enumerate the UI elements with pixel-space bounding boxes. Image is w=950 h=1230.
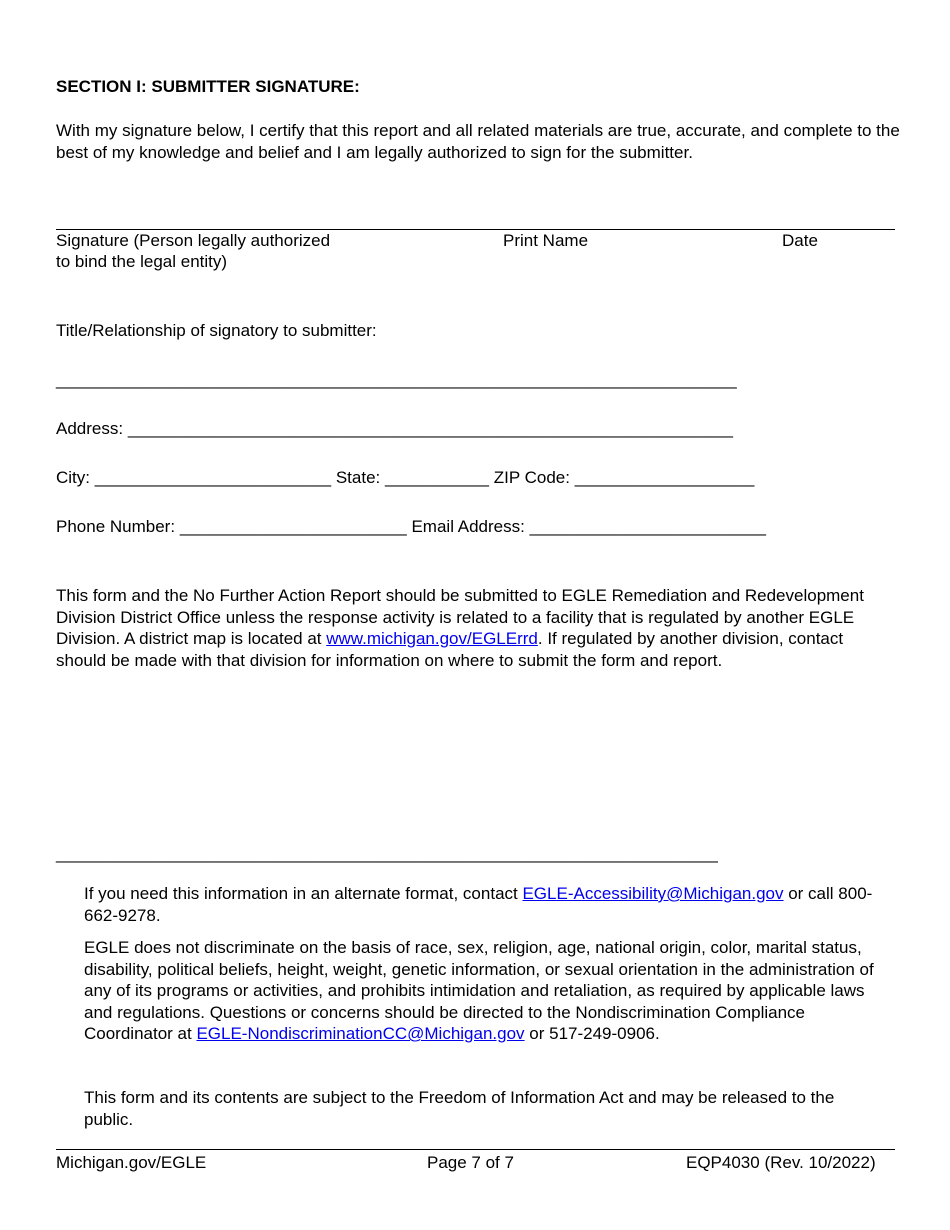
zip-label: ZIP Code: <box>493 468 570 487</box>
email-label: Email Address: <box>411 517 525 536</box>
signature-line[interactable] <box>56 229 895 230</box>
title-field[interactable]: ________________________________________________________________________ <box>56 370 737 389</box>
page-footer-rule <box>56 1149 895 1150</box>
accessibility-email-link[interactable]: EGLE-Accessibility@Michigan.gov <box>522 884 784 903</box>
district-map-link[interactable]: www.michigan.gov/EGLErrd <box>326 629 538 648</box>
city-label: City: <box>56 468 90 487</box>
signature-label <box>56 231 330 272</box>
section-heading: SECTION I: SUBMITTER SIGNATURE: <box>56 77 360 96</box>
state-field[interactable]: ___________ <box>385 468 490 487</box>
city-state-zip-row <box>56 468 754 488</box>
accessibility-text-2: or call 800-662-9278. <box>84 884 873 925</box>
date-label: Date <box>782 231 818 250</box>
accessibility-text-1: If you need this information in an alternate format, contact <box>84 884 523 903</box>
email-field[interactable]: _________________________ <box>529 517 766 536</box>
print-name-label: Print Name <box>503 231 589 250</box>
submission-text-1: This form and the No Further Action Report should be submitted to EGLE Remediation and Redevelopment Division District Office unless the response activity is related to a facility that is regulated by another EGLE Division. A district map is located at <box>56 586 864 648</box>
phone-email-row <box>56 517 766 537</box>
nondiscrimination-notice <box>84 937 884 1045</box>
footer-website: Michigan.gov/EGLE <box>56 1153 207 1172</box>
city-field[interactable]: _________________________ <box>94 468 332 487</box>
nondiscrimination-text-1: EGLE does not discriminate on the basis of race, sex, religion, age, national origin, color, marital status, disability, political beliefs, height, weight, genetic information, or sexual orientation in the administration of any of its programs or activities, and prohibits intimidation and retaliation, as required by applicable laws and regulations. Questions or concerns should be directed to the Nondiscrimination Compliance Coordinator at <box>84 938 874 1043</box>
address-row <box>56 419 733 439</box>
phone-label: Phone Number: <box>56 517 176 536</box>
certification-text: With my signature below, I certify that this report and all related materials are true, accurate, and complete to the best of my knowledge and belief and I am legally authorized to sign for the submitter. <box>56 121 900 162</box>
submission-paragraph <box>56 585 881 671</box>
signature-label-line2: to bind the legal entity) <box>56 252 228 271</box>
accessibility-notice <box>84 883 884 926</box>
title-label: Title/Relationship of signatory to submitter: <box>56 321 377 340</box>
foia-notice: This form and its contents are subject to the Freedom of Information Act and may be released to the public. <box>84 1088 835 1129</box>
signature-label-line1: Signature (Person legally authorized <box>56 231 331 250</box>
footer-page-number: Page 7 of 7 <box>427 1153 514 1172</box>
footer-separator: ______________________________________________________________________ <box>56 844 718 863</box>
nondiscrimination-email-link[interactable]: EGLE-NondiscriminationCC@Michigan.gov <box>196 1024 525 1043</box>
nondiscrimination-text-2: or 517-249-0906. <box>524 1024 660 1043</box>
phone-field[interactable]: ________________________ <box>179 517 407 536</box>
zip-field[interactable]: ___________________ <box>574 468 755 487</box>
submission-text-2: . If regulated by another division, contact should be made with that division for information on where to submit the form and report. <box>56 629 844 670</box>
state-label: State: <box>335 468 381 487</box>
footer-form-number: EQP4030 (Rev. 10/2022) <box>686 1153 876 1172</box>
address-label: Address: <box>56 419 124 438</box>
address-field[interactable]: ________________________________________________________________ <box>127 419 733 438</box>
